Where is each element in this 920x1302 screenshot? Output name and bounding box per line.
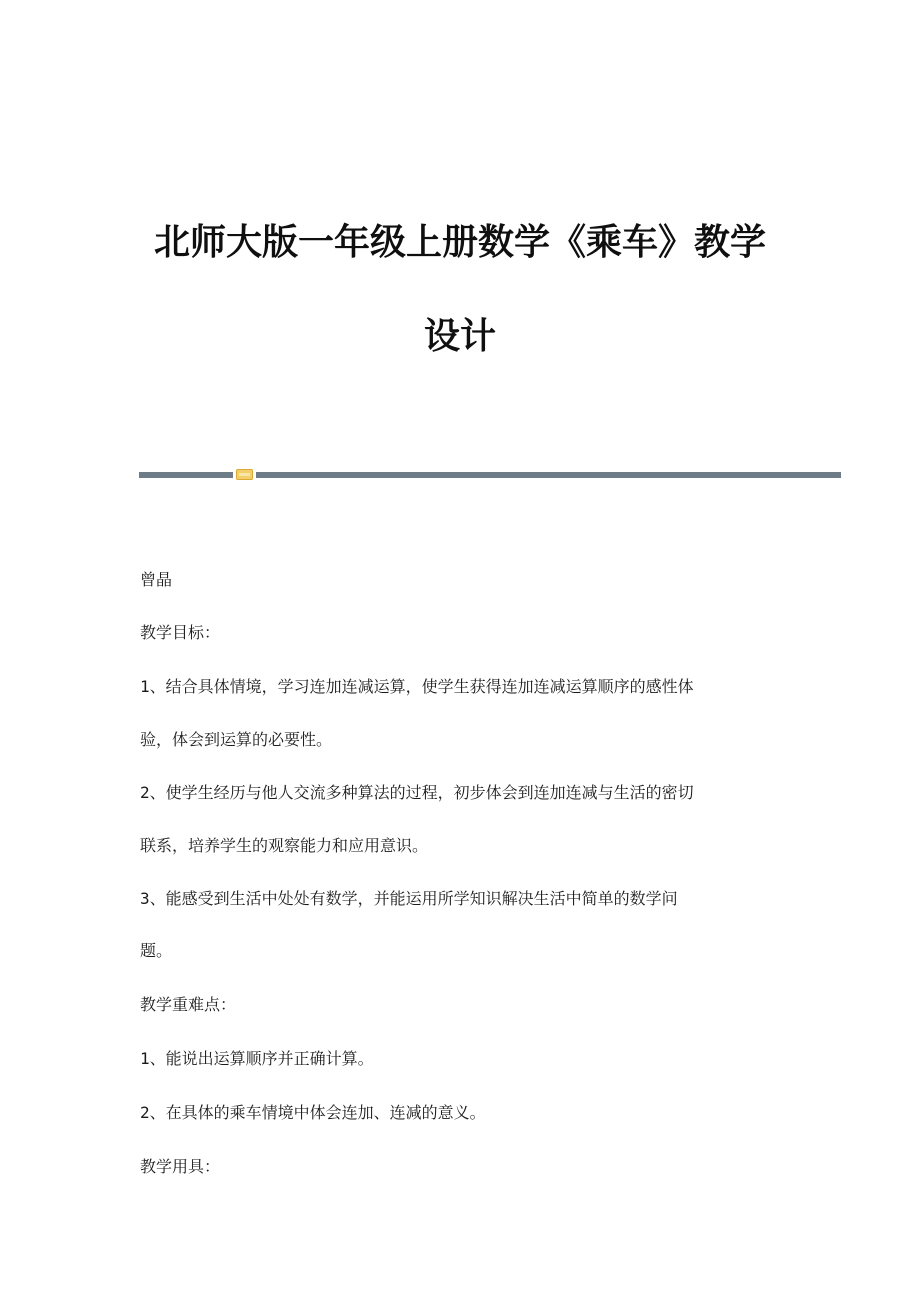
title-divider [139,469,841,480]
author-name: 曾晶 [140,570,173,589]
key-points-heading: 教学重难点： [140,995,237,1014]
objective-3-line-2: 题。 [140,941,173,960]
objective-3-line-1: 3、能感受到生活中处处有数学，并能运用所学知识解决生活中简单的数学问 [140,889,678,908]
divider-bar-right [256,472,841,478]
objective-2-line-1: 2、使学生经历与他人交流多种算法的过程，初步体会到连加连减与生活的密切 [140,783,694,802]
objective-1-line-1: 1、结合具体情境，学习连加连减运算，使学生获得连加连减运算顺序的感性体 [140,677,694,696]
document-title-line-2: 设计 [423,315,496,357]
objective-2-line-2: 联系，培养学生的观察能力和应用意识。 [140,836,429,855]
objective-1-line-2: 验，体会到运算的必要性。 [140,730,333,749]
divider-ornament-icon [236,469,253,480]
divider-bar-left [139,472,233,478]
key-point-2: 2、在具体的乘车情境中体会连加、连减的意义。 [140,1103,486,1122]
document-title-line-1: 北师大版一年级上册数学《乘车》教学 [153,221,766,263]
tools-heading: 教学用具： [140,1157,221,1176]
key-point-1: 1、能说出运算顺序并正确计算。 [140,1049,374,1068]
objectives-heading: 教学目标： [140,623,221,642]
